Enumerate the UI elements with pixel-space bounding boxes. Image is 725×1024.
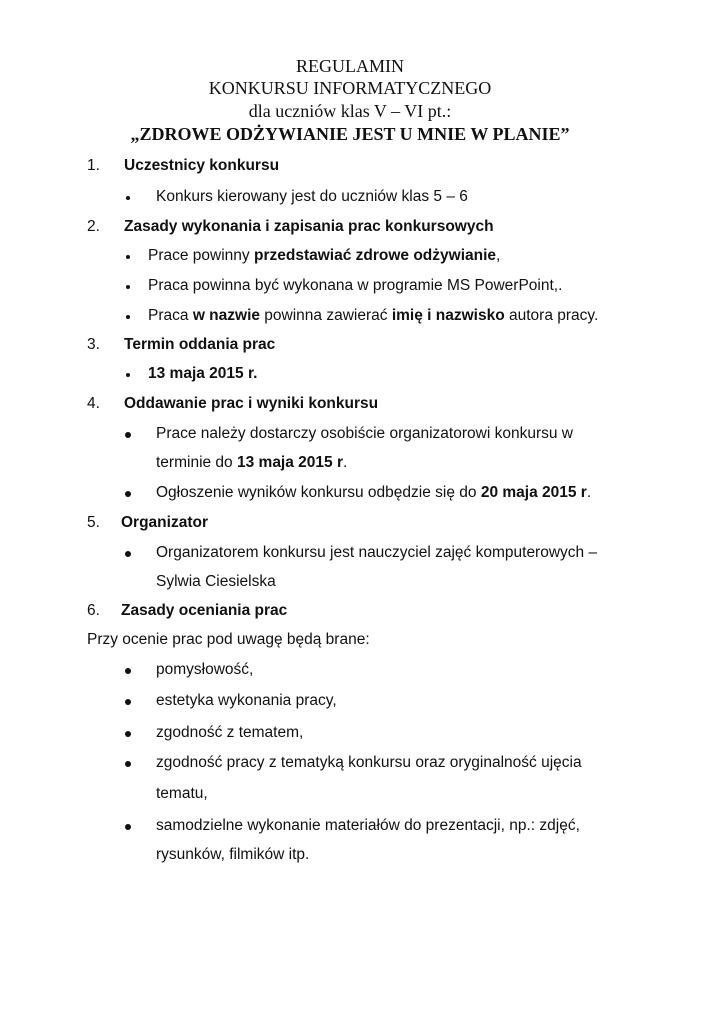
bold-text: 13 maja 2015 r. [148,365,258,382]
text-segment: zgodność z tematem, [156,724,304,741]
list-item-line [156,691,337,711]
list-item-line [148,276,562,296]
text-segment: Prace należy dostarczy osobiście organizatorowi konkursu w [156,425,573,442]
bullet-icon [125,432,131,438]
text-segment: rysunków, filmików itp. [156,846,310,863]
list-item-line [148,246,500,266]
bullet-icon [125,699,131,705]
text-segment: Praca powinna być wykonana w programie MS PowerPoint,. [148,277,563,294]
text-segment: Sylwia Ciesielska [156,573,276,590]
bold-text: w nazwie [192,307,260,324]
text-segment: pomysłowość, [156,661,254,678]
section-heading: Oddawanie prac i wyniki konkursu [124,395,379,412]
bullet-icon [125,824,131,830]
section-number: 4. [87,395,100,412]
text-segment: Konkurs kierowany jest do uczniów klas 5 – 6 [156,188,468,205]
list-item-line [156,753,582,773]
text-segment: tematu, [156,785,208,802]
bullet-icon [126,315,130,319]
section-number: 3. [87,336,100,353]
bullet-icon [126,285,130,289]
bullet-icon [125,551,131,557]
bullet-icon [125,668,131,674]
bullet-icon [125,731,131,737]
list-item-line [156,572,276,592]
text-segment: , [496,247,501,264]
bullet-icon [126,373,130,377]
section-number: 1. [87,157,100,174]
text-segment: autora pracy. [504,307,599,324]
title-line-2: KONKURSU INFORMATYCZNEGO [208,78,492,98]
text-segment: Prace powinny [148,247,254,264]
list-item-line [156,453,347,473]
section-heading: Zasady oceniania prac [121,602,288,619]
section-number: 2. [87,218,100,235]
list-item-line [156,784,208,804]
text-segment: samodzielne wykonanie materiałów do prezentacji, np.: zdjęć, [156,817,580,834]
list-item-line [156,816,580,836]
bullet-icon [125,491,131,497]
list-item-line [156,723,303,743]
bullet-icon [126,255,130,259]
bullet-icon [126,196,130,200]
list-item-line [156,543,597,563]
section-heading: Organizator [121,514,208,531]
list-item-line [148,306,598,326]
title-line-1: REGULAMIN [296,56,404,76]
list-item-line [156,424,573,444]
list-item-line [148,364,257,384]
text-segment: Ogłoszenie wyników konkursu odbędzie się do [156,484,481,501]
bullet-icon [125,761,131,767]
text-segment: Praca [148,307,193,324]
bold-text: 13 maja 2015 r [236,454,343,471]
text-segment: Organizatorem konkursu jest nauczyciel zajęć komputerowych – [156,544,598,561]
list-item-line [156,845,309,865]
section-intro: Przy ocenie prac pod uwagę będą brane: [87,631,370,648]
text-segment: . [586,484,592,501]
section-heading: Zasady wykonania i zapisania prac konkursowych [124,218,494,235]
text-segment: . [343,454,348,471]
list-item-line [156,660,253,680]
section-heading: Uczestnicy konkursu [124,157,280,174]
bold-text: imię i nazwisko [391,307,505,324]
text-segment: zgodność pracy z tematyką konkursu oraz oryginalność ujęcia [156,754,582,771]
list-item-line [156,187,468,207]
text-segment: terminie do [156,454,237,471]
section-number: 6. [87,602,100,619]
text-segment: powinna zawierać [260,307,392,324]
bold-text: przedstawiać zdrowe odżywianie [253,247,497,264]
title-line-4: „ZDROWE ODŻYWIANIE JEST U MNIE W PLANIE” [130,124,570,144]
bold-text: 20 maja 2015 r [480,484,587,501]
list-item-line [156,483,591,503]
section-heading: Termin oddania prac [124,336,276,353]
text-segment: estetyka wykonania pracy, [156,692,337,709]
title-line-3: dla uczniów klas V – VI pt.: [248,101,452,121]
section-number: 5. [87,514,100,531]
